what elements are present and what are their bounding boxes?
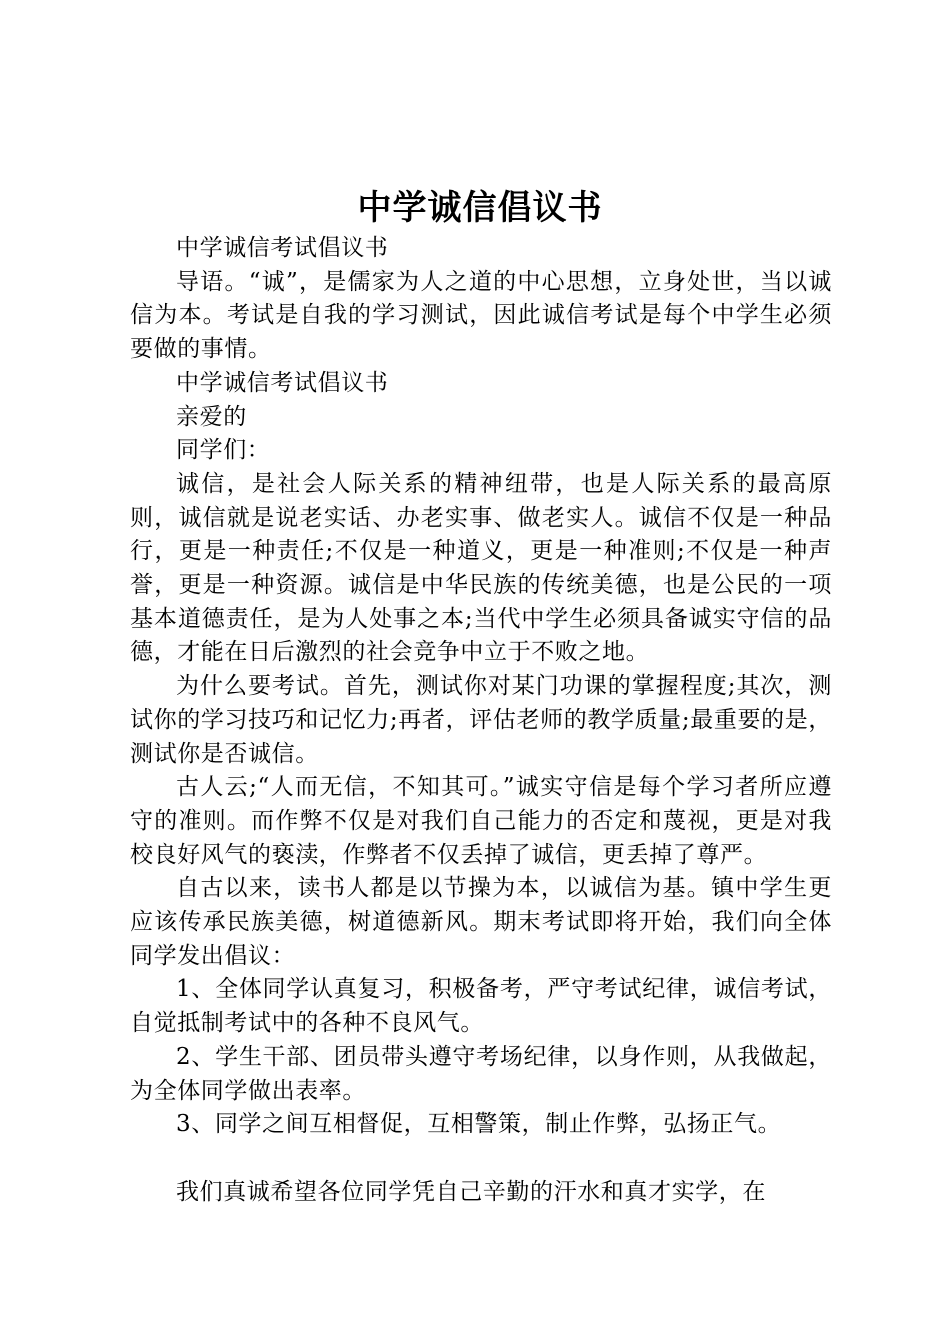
paragraph-point-3: 3、同学之间互相督促，互相警策，制止作弊，弘扬正气。 [176, 1111, 782, 1138]
paragraph-integrity: 诚信，是社会人际关系的精神纽带，也是人际关系的最高原则，诚信就是说老实话、办老实事、做老实人。诚信不仅是一种品行，更是一种责任;不仅是一种道义，更是一种准则;不仅是一种声誉，更是一种资源。诚信是中华民族的传统美德，也是公民的一项基本道德责任，是为人处事之本;当代中学生必须具备诚实守信的品德，才能在日后激烈的社会竞争中立于不败之地。 [130, 470, 832, 666]
paragraph-point-1: 1、全体同学认真复习，积极备考，严守考试纪律，诚信考试，自觉抵制考试中的各种不良风气。 [130, 976, 832, 1037]
paragraph-tradition: 自古以来，读书人都是以节操为本，以诚信为基。镇中学生更应该传承民族美德，树道德新风。期末考试即将开始，我们向全体同学发出倡议： [130, 875, 832, 969]
paragraph-closing: 我们真诚希望各位同学凭自己辛勤的汗水和真才实学，在 [176, 1178, 766, 1205]
paragraph-why-exam: 为什么要考试。首先，测试你对某门功课的掌握程度;其次，测试你的学习技巧和记忆力;再者，评估老师的教学质量;最重要的是，测试你是否诚信。 [130, 673, 832, 767]
paragraph-ancients: 古人云;“人而无信，不知其可。”诚实守信是每个学习者所应遵守的准则。而作弊不仅是对我们自己能力的否定和蔑视，更是对我校良好风气的亵渎，作弊者不仅丢掉了诚信，更丢掉了尊严。 [130, 774, 832, 868]
paragraph-subtitle: 中学诚信考试倡议书 [176, 235, 389, 261]
paragraph-point-2: 2、学生干部、团员带头遵守考场纪律，以身作则，从我做起，为全体同学做出表率。 [130, 1043, 832, 1104]
document-title: 中学诚信倡议书 [357, 188, 603, 228]
paragraph-heading: 中学诚信考试倡议书 [176, 369, 389, 396]
paragraph-salutation-1: 亲爱的 [176, 403, 247, 430]
document-body [130, 232, 832, 1209]
paragraph-salutation-2: 同学们： [176, 437, 271, 464]
paragraph-intro: 导语。“诚”，是儒家为人之道的中心思想，立身处世，当以诚信为本。考试是自我的学习测试，因此诚信考试是每个中学生必须要做的事情。 [130, 268, 832, 363]
